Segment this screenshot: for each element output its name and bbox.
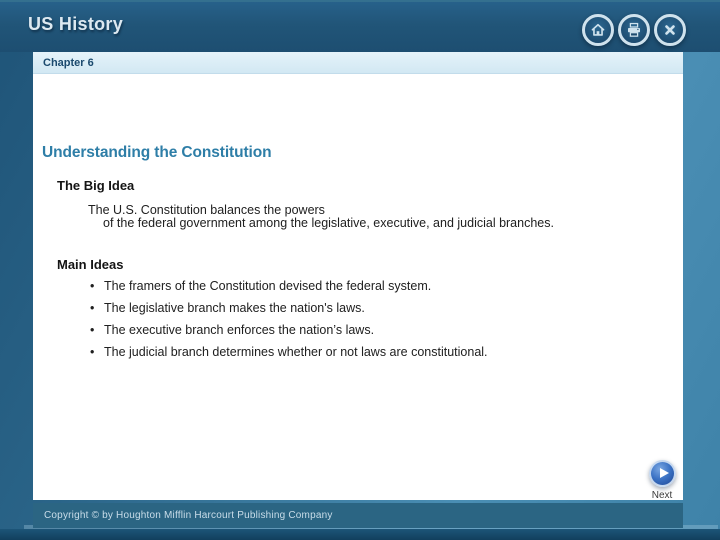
- close-button[interactable]: [654, 14, 686, 46]
- list-item: • The executive branch enforces the nation’s laws.: [90, 323, 488, 337]
- chapter-label: Chapter 6: [43, 57, 94, 69]
- copyright-text: Copyright © by Houghton Mifflin Harcourt Publishing Company: [44, 510, 333, 521]
- copyright-bar: [33, 503, 683, 528]
- header-bar: [0, 0, 720, 52]
- list-item: • The legislative branch makes the nation's laws.: [90, 301, 488, 315]
- close-icon: [661, 21, 679, 39]
- next-button-label: Next: [651, 490, 673, 501]
- list-item: • The judicial branch determines whether or not laws are constitutional.: [90, 345, 488, 359]
- big-idea-line-2: of the federal government among the legislative, executive, and judicial branches.: [103, 216, 554, 230]
- header-buttons: [582, 14, 686, 46]
- print-button[interactable]: [618, 14, 650, 46]
- big-idea-heading: The Big Idea: [57, 178, 135, 193]
- play-icon[interactable]: [649, 460, 676, 487]
- print-icon: [625, 21, 643, 39]
- home-button[interactable]: [582, 14, 614, 46]
- bottom-frame-strip: [0, 529, 720, 540]
- slide-panel: [33, 74, 683, 500]
- list-item: • The framers of the Constitution devised the federal system.: [90, 279, 488, 293]
- slide-title: Understanding the Constitution: [42, 144, 272, 161]
- chapter-bar: [33, 52, 683, 74]
- next-button[interactable]: [640, 460, 684, 501]
- main-ideas-list: [90, 279, 488, 367]
- main-ideas-heading: Main Ideas: [57, 257, 124, 272]
- app-title: US History: [28, 14, 124, 34]
- big-idea-line-1: The U.S. Constitution balances the powers: [88, 203, 325, 217]
- home-icon: [589, 21, 607, 39]
